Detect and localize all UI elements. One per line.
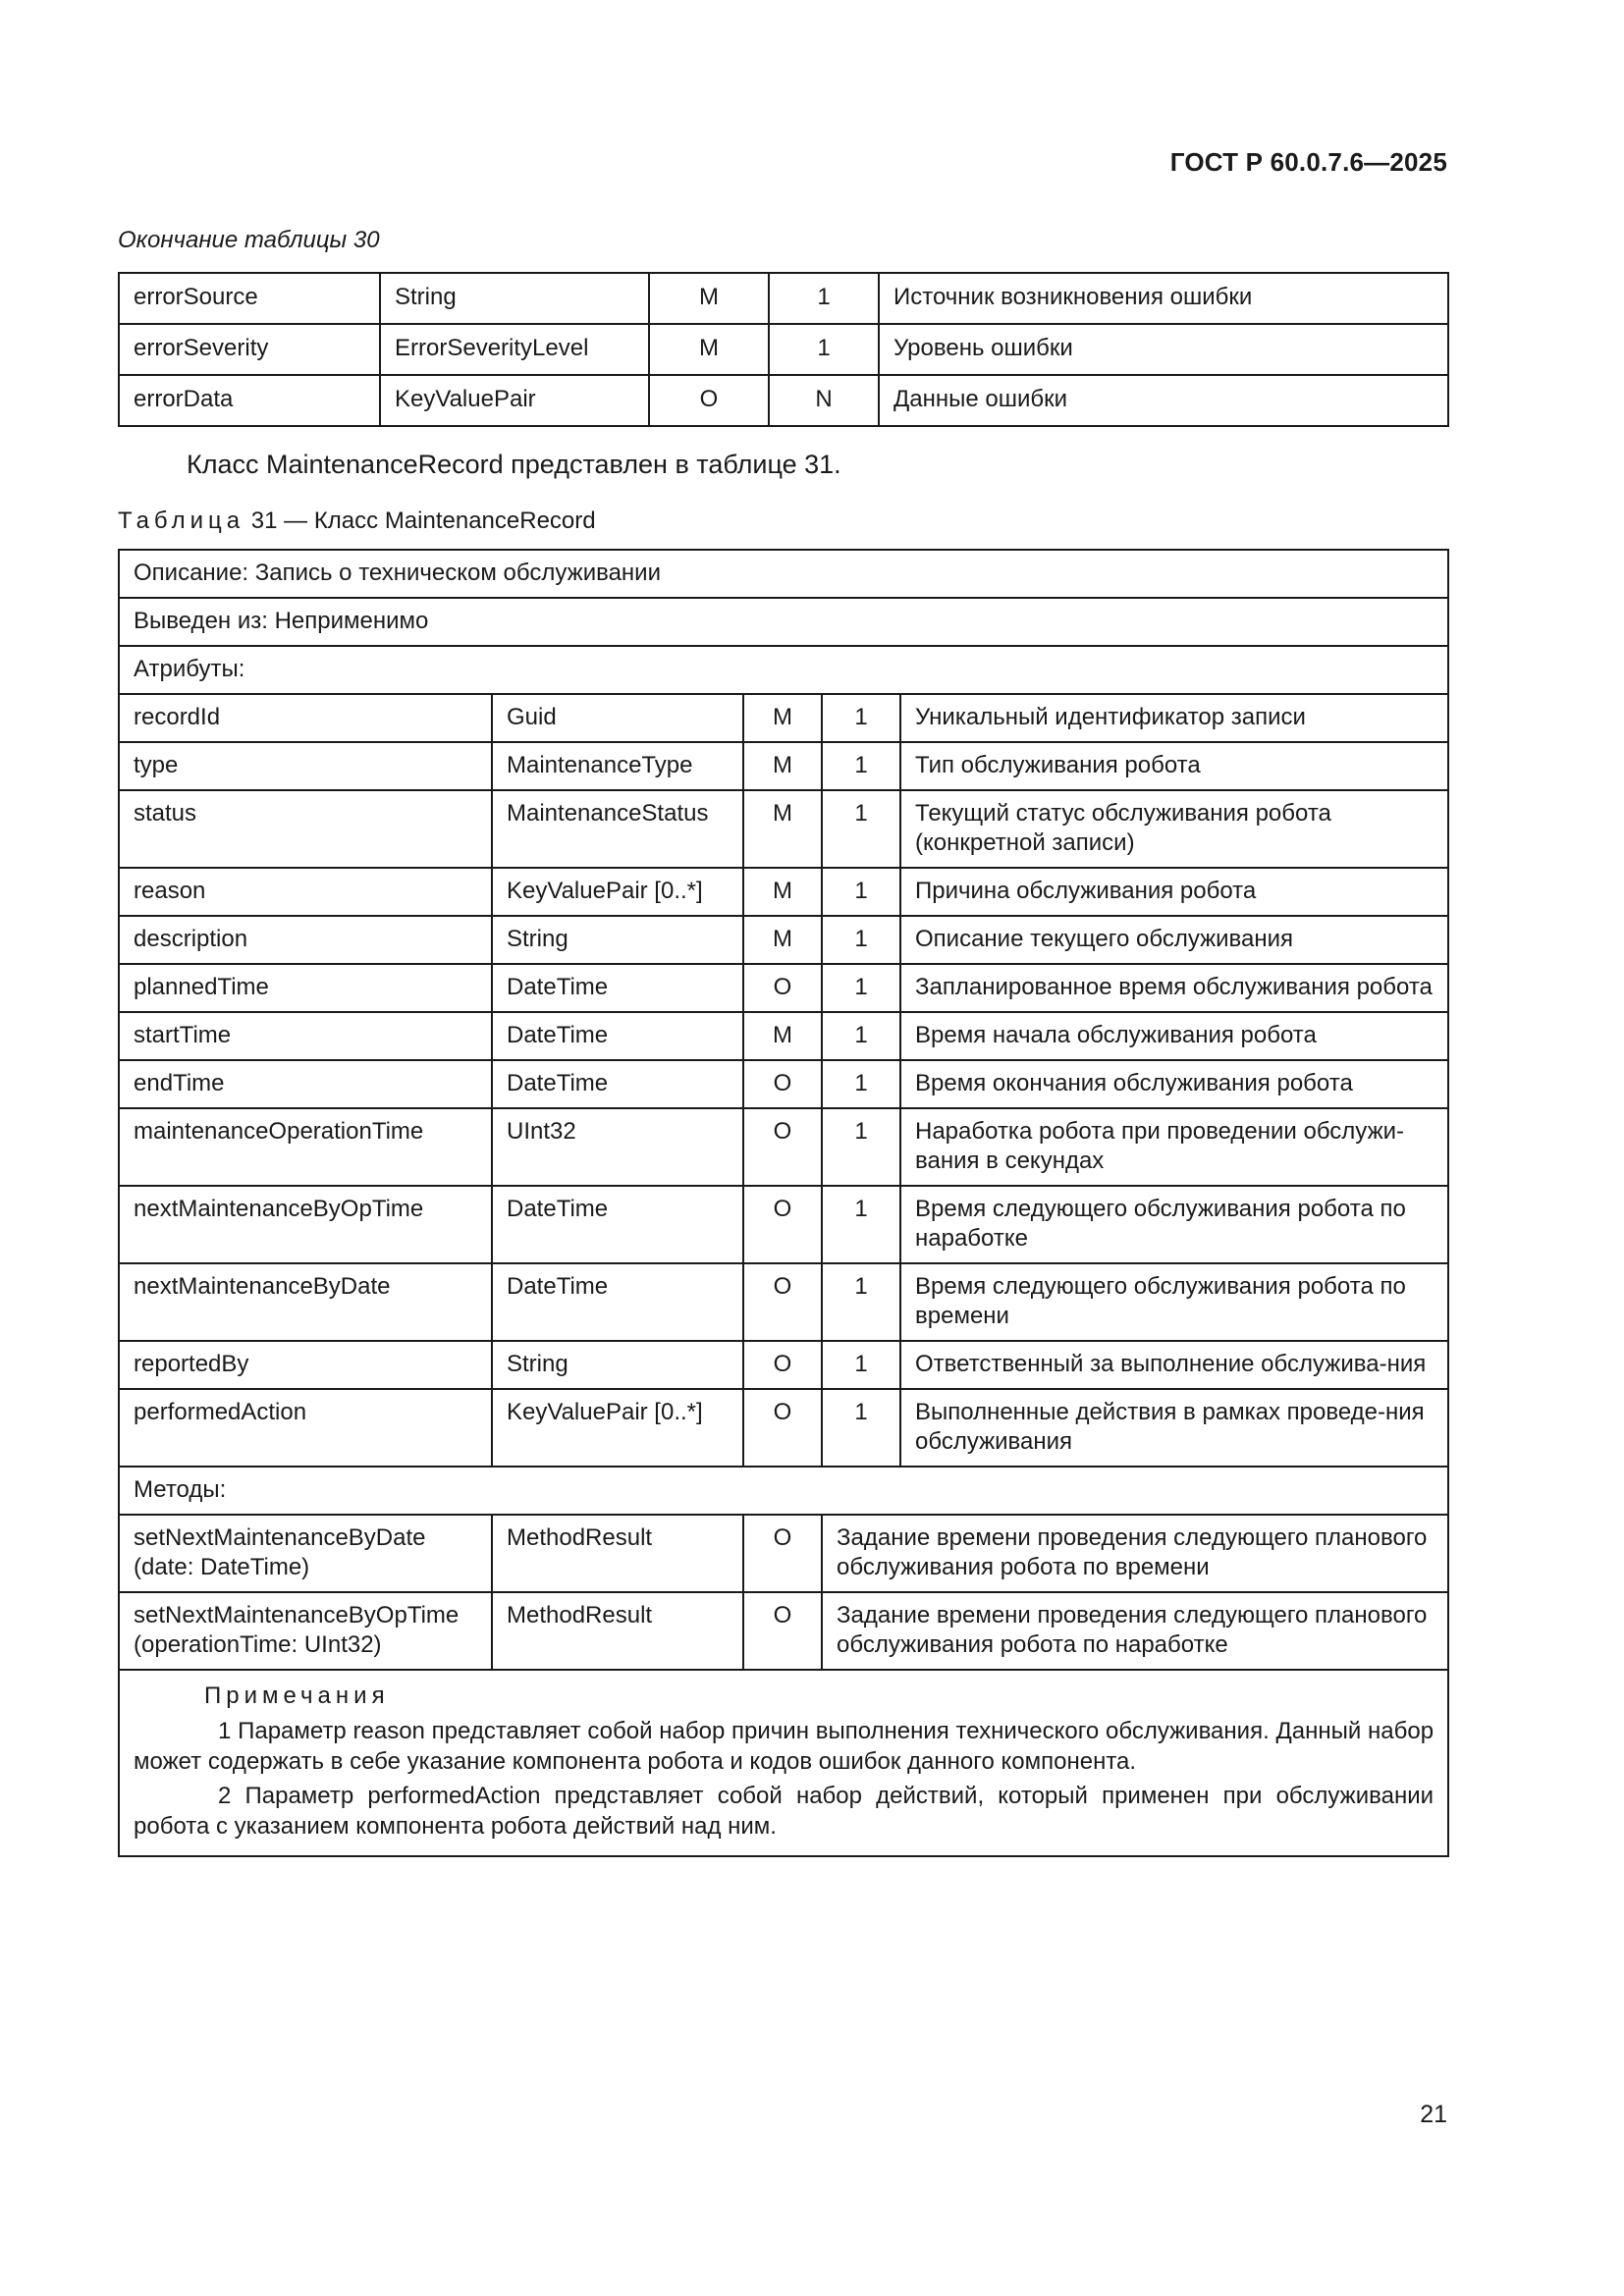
attribute-multiplicity: 1 [822,742,900,790]
attribute-name: reason [119,868,492,916]
table-row [119,1467,1448,1515]
method-signature: setNextMaintenanceByOpTime (operationTime: UInt32) [119,1592,492,1670]
class-description: Описание: Запись о техническом обслуживании [119,550,1448,598]
table-row [119,646,1448,694]
attribute-name: startTime [119,1012,492,1060]
table-row [119,375,1448,426]
attribute-multiplicity: N [769,375,879,426]
attribute-multiplicity: 1 [769,273,879,324]
method-obligation: O [743,1515,822,1592]
attribute-obligation: O [743,1186,822,1263]
attribute-multiplicity: 1 [822,1389,900,1467]
table-row [119,916,1448,964]
attribute-obligation: O [743,964,822,1012]
attribute-description: Данные ошибки [879,375,1448,426]
table-row [119,694,1448,742]
table-row [119,1592,1448,1670]
notes [119,1670,1448,1856]
table-31-caption [118,507,596,535]
attribute-obligation: O [649,375,769,426]
attribute-multiplicity: 1 [769,324,879,375]
methods-section-label: Методы: [119,1467,1448,1515]
attribute-name: errorSource [119,273,380,324]
attribute-name: errorSeverity [119,324,380,375]
attribute-name: endTime [119,1060,492,1108]
attribute-description: Текущий статус обслуживания робота (конкретной записи) [900,790,1448,868]
table-row [119,1186,1448,1263]
attribute-obligation: M [649,324,769,375]
attribute-type: DateTime [492,1186,743,1263]
intro-paragraph: Класс MaintenanceRecord представлен в таблице 31. [187,450,841,479]
attribute-type: DateTime [492,1060,743,1108]
attribute-type: MaintenanceStatus [492,790,743,868]
note-2: 2 Параметр performedAction представляет собой набор действий, который применен при обслуживании робота с указанием компонента робота действий над ним. [134,1783,1435,1840]
attribute-description: Время следующего обслуживания робота по наработке [900,1186,1448,1263]
attribute-type: String [380,273,649,324]
attribute-type: KeyValuePair [0..*] [492,1389,743,1467]
table-row [119,1012,1448,1060]
attribute-type: DateTime [492,964,743,1012]
attribute-name: status [119,790,492,868]
attribute-obligation: O [743,1341,822,1389]
method-return-type: MethodResult [492,1515,743,1592]
attribute-multiplicity: 1 [822,1108,900,1186]
table-caption-word: Таблица [118,507,245,534]
attribute-description: Причина обслуживания робота [900,868,1448,916]
table-row [119,1389,1448,1467]
attribute-description: Время окончания обслуживания робота [900,1060,1448,1108]
attribute-description: Время начала обслуживания робота [900,1012,1448,1060]
table-row [119,1060,1448,1108]
attribute-obligation: M [743,790,822,868]
table-row [119,1341,1448,1389]
table-row [119,550,1448,598]
attribute-name: plannedTime [119,964,492,1012]
attribute-type: UInt32 [492,1108,743,1186]
table-30-continuation-caption: Окончание таблицы 30 [118,227,380,253]
notes-title: Примечания [204,1682,390,1709]
attribute-multiplicity: 1 [822,1060,900,1108]
table-row [119,868,1448,916]
table-row [119,324,1448,375]
method-return-type: MethodResult [492,1592,743,1670]
attribute-type: KeyValuePair [380,375,649,426]
attribute-multiplicity: 1 [822,1341,900,1389]
attribute-obligation: M [743,742,822,790]
attribute-name: recordId [119,694,492,742]
attribute-multiplicity: 1 [822,1012,900,1060]
table-31 [118,549,1449,1857]
table-row [119,790,1448,868]
attribute-name: nextMaintenanceByDate [119,1263,492,1341]
attribute-type: KeyValuePair [0..*] [492,868,743,916]
attribute-description: Время следующего обслуживания робота по времени [900,1263,1448,1341]
note-1: 1 Параметр reason представляет собой набор причин выполнения технического обслуживания. Данный набор может содержать в себе указание компонента робота и кодов ошибок данного компонента. [134,1718,1435,1775]
attribute-name: nextMaintenanceByOpTime [119,1186,492,1263]
attribute-obligation: M [743,1012,822,1060]
attribute-type: DateTime [492,1012,743,1060]
attribute-description: Запланированное время обслуживания робота [900,964,1448,1012]
table-row [119,1670,1448,1856]
table-row [119,742,1448,790]
attribute-description: Источник возникновения ошибки [879,273,1448,324]
method-signature: setNextMaintenanceByDate (date: DateTime) [119,1515,492,1592]
method-obligation: O [743,1592,822,1670]
attribute-description: Выполненные действия в рамках проведе-ния обслуживания [900,1389,1448,1467]
attribute-multiplicity: 1 [822,1263,900,1341]
attribute-type: MaintenanceType [492,742,743,790]
table-row [119,273,1448,324]
attribute-multiplicity: 1 [822,916,900,964]
attribute-multiplicity: 1 [822,964,900,1012]
attribute-multiplicity: 1 [822,1186,900,1263]
attribute-obligation: O [743,1060,822,1108]
attribute-type: DateTime [492,1263,743,1341]
attribute-name: type [119,742,492,790]
attribute-description: Уровень ошибки [879,324,1448,375]
attribute-multiplicity: 1 [822,694,900,742]
page-number: 21 [1420,2101,1447,2128]
attribute-obligation: M [743,868,822,916]
attribute-obligation: O [743,1263,822,1341]
attribute-obligation: O [743,1108,822,1186]
attribute-description: Уникальный идентификатор записи [900,694,1448,742]
class-derived-from: Выведен из: Неприменимо [119,598,1448,646]
attribute-type: String [492,1341,743,1389]
table-row [119,1515,1448,1592]
table-row [119,598,1448,646]
table-row [119,1263,1448,1341]
attribute-obligation: O [743,1389,822,1467]
table-caption-title: 31 — Класс MaintenanceRecord [250,507,596,534]
attribute-description: Наработка робота при проведении обслужи-вания в секундах [900,1108,1448,1186]
attribute-name: reportedBy [119,1341,492,1389]
method-description: Задание времени проведения следующего планового обслуживания робота по наработке [822,1592,1448,1670]
attribute-type: String [492,916,743,964]
attribute-type: ErrorSeverityLevel [380,324,649,375]
attribute-obligation: M [743,694,822,742]
attribute-name: performedAction [119,1389,492,1467]
attribute-name: maintenanceOperationTime [119,1108,492,1186]
attribute-description: Ответственный за выполнение обслужива-ния [900,1341,1448,1389]
attribute-name: errorData [119,375,380,426]
attribute-description: Тип обслуживания робота [900,742,1448,790]
attribute-multiplicity: 1 [822,790,900,868]
attribute-name: description [119,916,492,964]
table-row [119,964,1448,1012]
document-id: ГОСТ Р 60.0.7.6—2025 [1169,147,1447,177]
attribute-multiplicity: 1 [822,868,900,916]
attribute-obligation: M [649,273,769,324]
method-description: Задание времени проведения следующего планового обслуживания робота по времени [822,1515,1448,1592]
attributes-section-label: Атрибуты: [119,646,1448,694]
table-30 [118,272,1449,427]
attribute-obligation: M [743,916,822,964]
table-row [119,1108,1448,1186]
attribute-description: Описание текущего обслуживания [900,916,1448,964]
attribute-type: Guid [492,694,743,742]
